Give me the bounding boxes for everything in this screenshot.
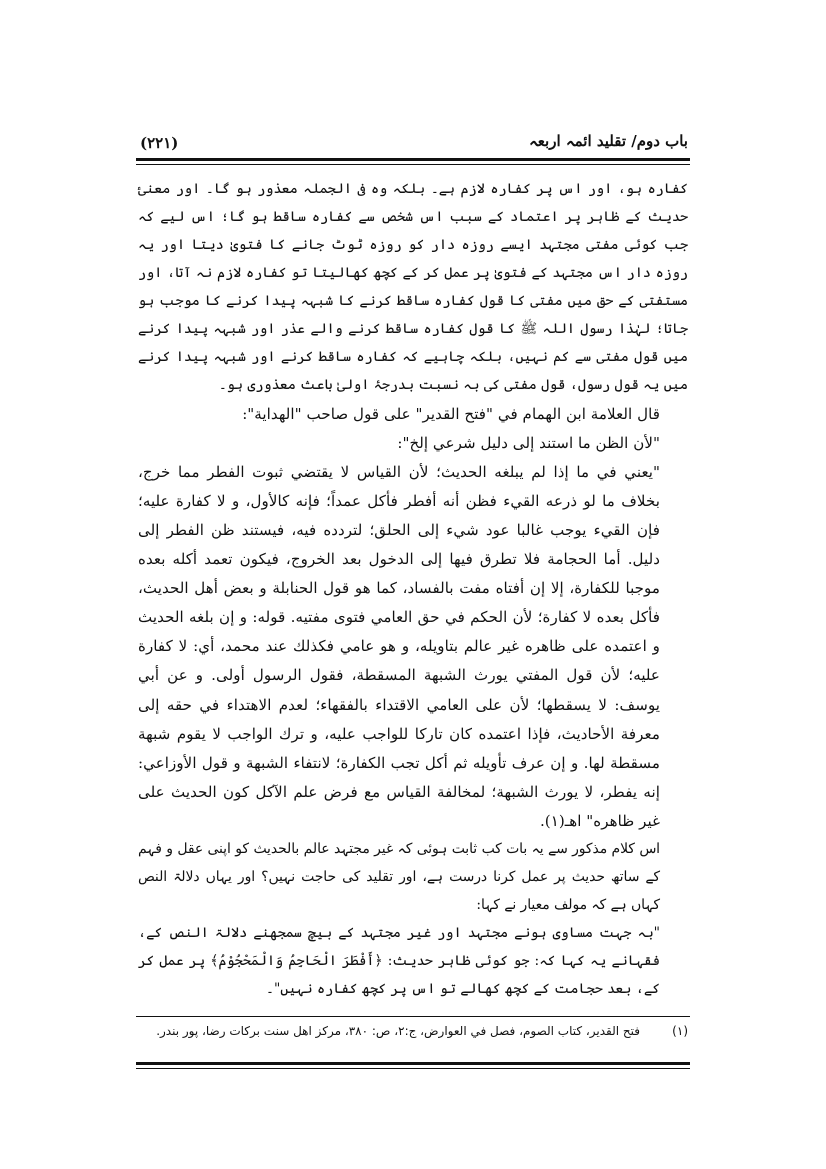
paragraph-urdu-1: کفارہ ہو، اور اس پر کفارہ لازم ہے۔ بلکہ وہ فی الجملہ معذور ہو گا۔ اور معنیٔ حدیث کے ظاہر پر اعتماد کے سبب اس شخص سے کفارہ ساقط ہو گا؛ اس لیے کہ جب کوئی مفتی مجتہد ایسے روزہ دار کو روزہ ٹوٹ جانے کا فتویٰ دیتا اور یہ روزہ دار اس مجتہد کے فتویٰ پر عمل کر کے کچھ کھالیتا تو کفارہ لازم نہ آتا، اور مستفتی کے حق میں مفتی کا قول کفارہ ساقط کرنے کا شبہہ پیدا کرنے کا موجب ہو جاتا؛ لہٰذا رسول اللہ ﷺ کا قول کفارہ ساقط کرنے والے عذر اور شبہہ پیدا کرنے میں قول مفتی سے کم نہیں، بلکہ چاہیے کہ کفارہ ساقط کرنے اور شبہہ پیدا کرنے میں یہ قول رسول، قول مفتی کی بہ نسبت بدرجۂ اولیٰ باعث معذوری ہو۔ (138, 181, 688, 393)
footnote-rule (136, 1016, 690, 1017)
paragraph-arabic-commentary: "يعني في ما إذا لم يبلغه الحديث؛ لأن القياس لا يقتضي ثبوت الفطر مما خرج، بخلاف ما لو ذرعه القيء فظن أنه أفطر فأكل عمداً؛ فإنه كالأول، و لا كفارة عليه؛ فإن القيء يوجب غالبا عود شيء إلى الحلق؛ لتردده فيه، فيستند ظن الفطر إلى دليل. أما الحجامة فلا تطرق فيها إلى الدخول بعد الخروج، فيكون تعمد أكله بعده موجبا للكفارة، إلا إن أفتاه مفت بالفساد، كما هو قول الحنابلة و بعض أهل الحديث، فأكل بعده لا كفارة؛ لأن الحكم في حق العامي فتوى مفتيه. قوله: و إن بلغه الحديث و اعتمده على ظاهره غير عالم بتاويله، و هو عامي فكذلك عند محمد، أي: لا كفارة عليه؛ لأن قول المفتي يورث الشبهة المسقطة، فقول الرسول أولى. و عن أبي يوسف: لا يسقطها؛ لأن على العامي الاقتداء بالفقهاء؛ لعدم الاهتداء في حقه إلى معرفة الأحاديث، فإذا اعتمده كان تاركا للواجب عليه، و ترك الواجب لا يقوم شبهة مسقطة لها. و إن عرف تأويله ثم أكل تجب الكفارة؛ لانتفاء الشبهة و قول الأوزاعي: إنه يفطر، لا يورث الشبهة؛ لمخالفة القياس مع فرض علم الآكل كون الحديث على غير ظاهره" اهـ(۱). (138, 462, 660, 830)
paragraph-urdu-2: اس کلام مذکور سے یہ بات کب ثابت ہوئی کہ غیر مجتہد عالم بالحدیث کو اپنی عقل و فہم کے ساتھ حدیث پر عمل کرنا درست ہے، اور تقلید کی حاجت نہیں؟ اور یہاں دلالۃ النص کہاں ہے کہ مولف معیار نے کہا: (138, 840, 660, 913)
paragraph-urdu-3: "بہ جہت مساوی ہونے مجتہد اور غیر مجتہد کے بیچ سمجھنے دلالۃ النص کے، فقہانے یہ کہا کہ: جو کوئی ظاہر حدیث: ﴿أَفْطَرَ الْحَاجِمُ وَالْمَحْجُوْمُ﴾ پر عمل کر کے، بعد حجامت کے کچھ کھالے تو اس پر کچھ کفارہ نہیں"۔ (138, 924, 660, 997)
header-rule-thin (136, 164, 690, 165)
footnote (138, 1022, 688, 1041)
body-text (138, 176, 688, 1004)
paragraph-arabic-quote-intro: قال العلامة ابن الهمام في "فتح القدير" على قول صاحب "الهداية": (242, 404, 660, 423)
footnote-number: (۱) (672, 1024, 688, 1038)
footnote-text: فتح القدير، كتاب الصوم، فصل في العوارض، ج:۲، ص: ۳۸۰، مركز اهل سنت بركات رضا، پور بندر. (156, 1024, 640, 1038)
chapter-title: باب دوم/ تقلید ائمہ اربعہ (529, 132, 688, 150)
header-rule-thick (136, 158, 690, 161)
footer-rule-thick (136, 1062, 690, 1065)
paragraph-arabic-quote-lemma: "لأن الظن ما استند إلى دليل شرعي إلخ": (397, 433, 660, 452)
page-number: (۲۲۱) (140, 134, 179, 152)
footer-rule-thin (136, 1068, 690, 1069)
